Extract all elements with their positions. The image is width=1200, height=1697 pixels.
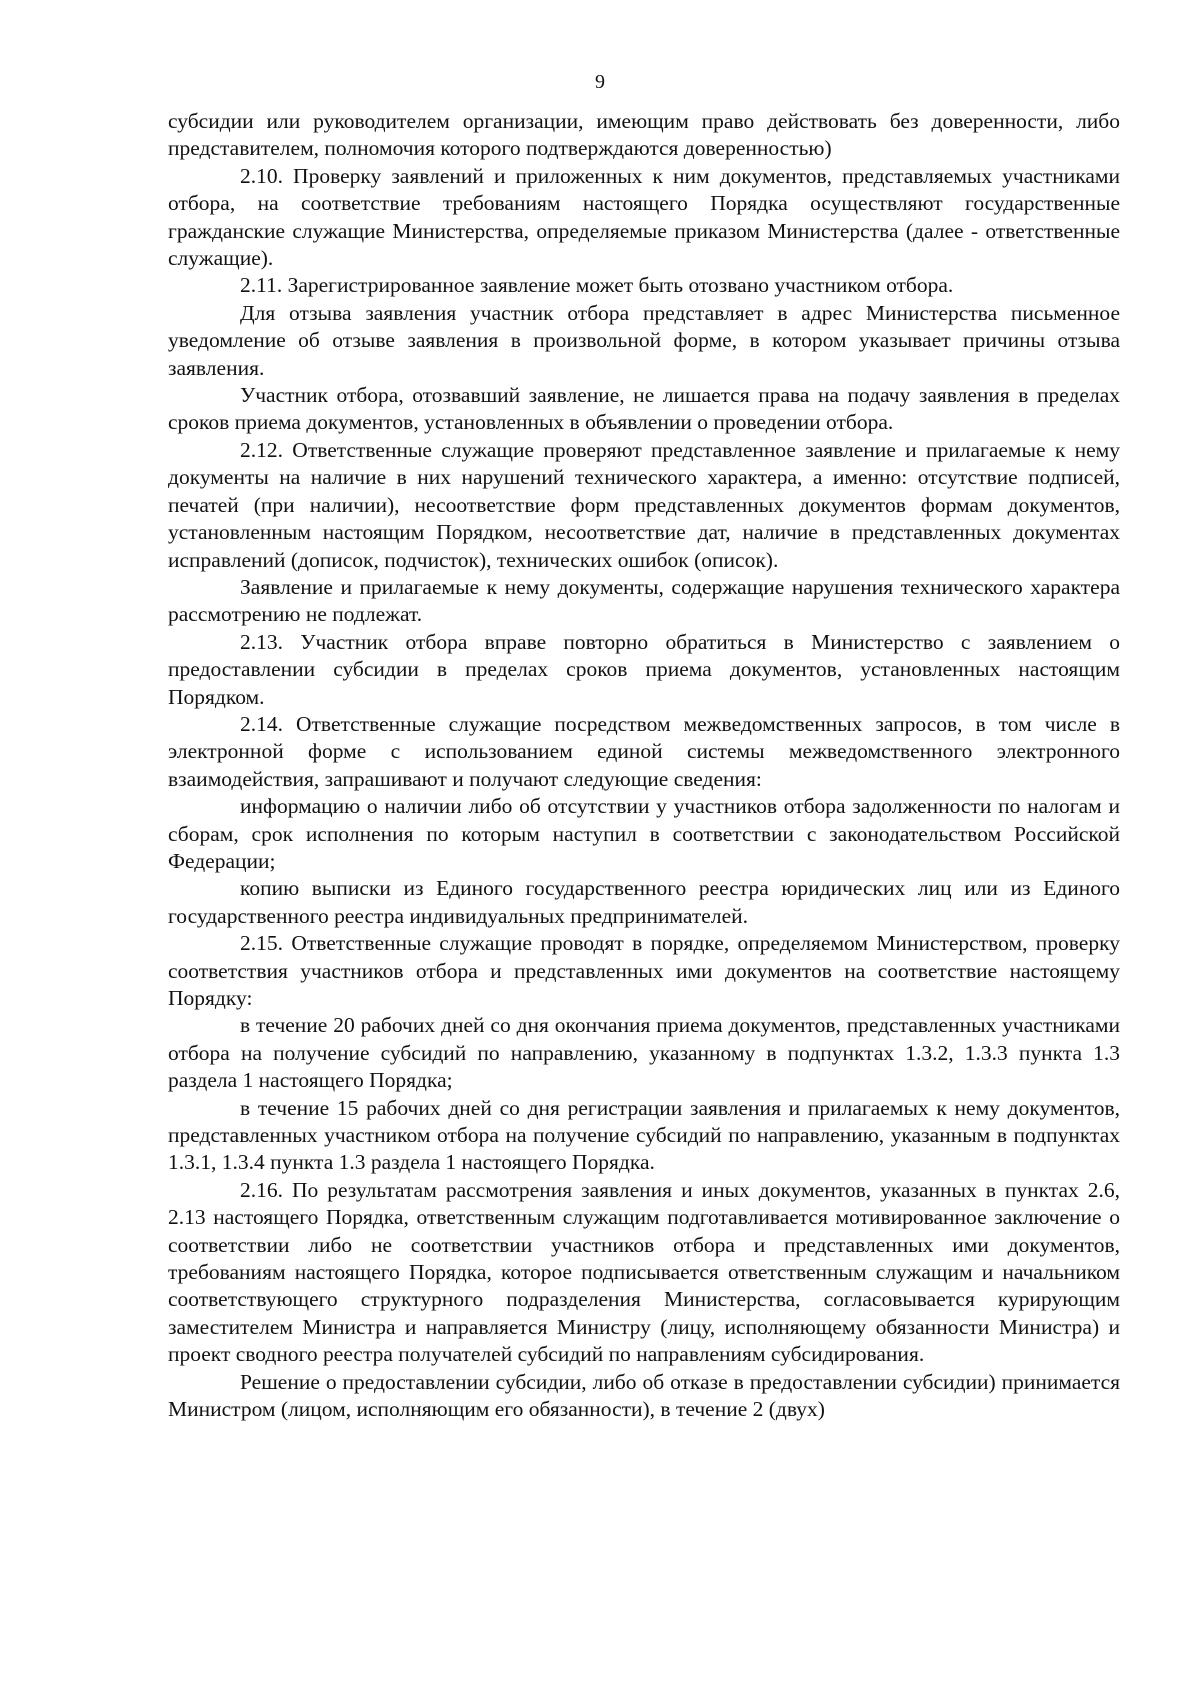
page-number: 9	[595, 71, 605, 93]
paragraph-2-13: 2.13. Участник отбора вправе повторно обратиться в Министерство с заявлением о предоставлении субсидии в пределах сроков приема документов, установленных настоящим Порядком.	[168, 629, 1120, 709]
paragraph-2-12: 2.12. Ответственные служащие проверяют представленное заявление и прилагаемые к нему документы на наличие в них нарушений технического характера, а именно: отсутствие подписей, печатей (при наличии), несоответствие форм представленных документов формам документов, установленным настоящим Порядком, несоответствие дат, наличие в представленных документах исправлений (дописок, подчисток), технических ошибок (описок).	[168, 437, 1120, 572]
paragraph-continuation: субсидии или руководителем организации, имеющим право действовать без доверенности, либо представителем, полномочия которого подтверждаются доверенностью)	[168, 109, 1120, 161]
paragraph-decision: Решение о предоставлении субсидии, либо об отказе в предоставлении субсидии) принимается Министром (лицом, исполняющим его обязанности), в течение 2 (двух)	[168, 1369, 1120, 1422]
paragraph-2-11: 2.11. Зарегистрированное заявление может быть отозвано участником отбора.	[240, 273, 954, 298]
document-body	[168, 108, 1120, 1424]
paragraph-withdrawal-rights: Участник отбора, отозвавший заявление, не лишается права на подачу заявления в пределах сроков приема документов, установленных в объявлении о проведении отбора.	[168, 383, 1120, 435]
paragraph-registry-extract: копию выписки из Единого государственного реестра юридических лиц или из Единого государственного реестра индивидуальных предпринимателей.	[168, 876, 1120, 928]
paragraph-2-14: 2.14. Ответственные служащие посредством межведомственных запросов, в том числе в электронной форме с использованием единой системы межведомственного электронного взаимодействия, запрашивают и получают следующие сведения:	[168, 711, 1120, 791]
paragraph-2-15: 2.15. Ответственные служащие проводят в порядке, определяемом Министерством, проверку соответствия участников отбора и представленных ими документов на соответствие настоящему Порядку:	[168, 931, 1120, 1010]
paragraph-2-16: 2.16. По результатам рассмотрения заявления и иных документов, указанных в пунктах 2.6, 2.13 настоящего Порядка, ответственным служащим подготавливается мотивированное заключение о соответствии либо не соответствии участников отбора и представленных ими документов, требованиям настоящего Порядка, которое подписывается ответственным служащим и начальником соответствующего структурного подразделения Министерства, согласовывается курирующим заместителем Министра и направляется Министру (лицу, исполняющему обязанности Министра) и проект сводного реестра получателей субсидий по направлениям субсидирования.	[168, 1177, 1120, 1367]
paragraph-2-10: 2.10. Проверку заявлений и приложенных к ним документов, представляемых участниками отбора, на соответствие требованиям настоящего Порядка осуществляют государственные гражданские служащие Министерства, определяемые приказом Министерства (далее - ответственные служащие).	[168, 163, 1120, 271]
paragraph-withdrawal-procedure: Для отзыва заявления участник отбора представляет в адрес Министерства письменное уведомление об отзыве заявления в произвольной форме, в котором указывает причины отзыва заявления.	[168, 300, 1120, 380]
paragraph-20-days: в течение 20 рабочих дней со дня окончания приема документов, представленных участниками отбора на получение субсидий по направлению, указанному в подпунктах 1.3.2, 1.3.3 пункта 1.3 раздела 1 настоящего Порядка;	[168, 1013, 1120, 1093]
paragraph-tax-debt-info: информацию о наличии либо об отсутствии у участников отбора задолженности по налогам и сборам, срок исполнения по которым наступил в соответствии с законодательством Российской Федерации;	[168, 794, 1120, 873]
paragraph-15-days: в течение 15 рабочих дней со дня регистрации заявления и прилагаемых к нему документов, представленных участником отбора на получение субсидий по направлению, указанным в подпунктах 1.3.1, 1.3.4 пункта 1.3 раздела 1 настоящего Порядка.	[168, 1095, 1120, 1175]
paragraph-technical-violations: Заявление и прилагаемые к нему документы, содержащие нарушения технического характера рассмотрению не подлежат.	[168, 574, 1120, 627]
